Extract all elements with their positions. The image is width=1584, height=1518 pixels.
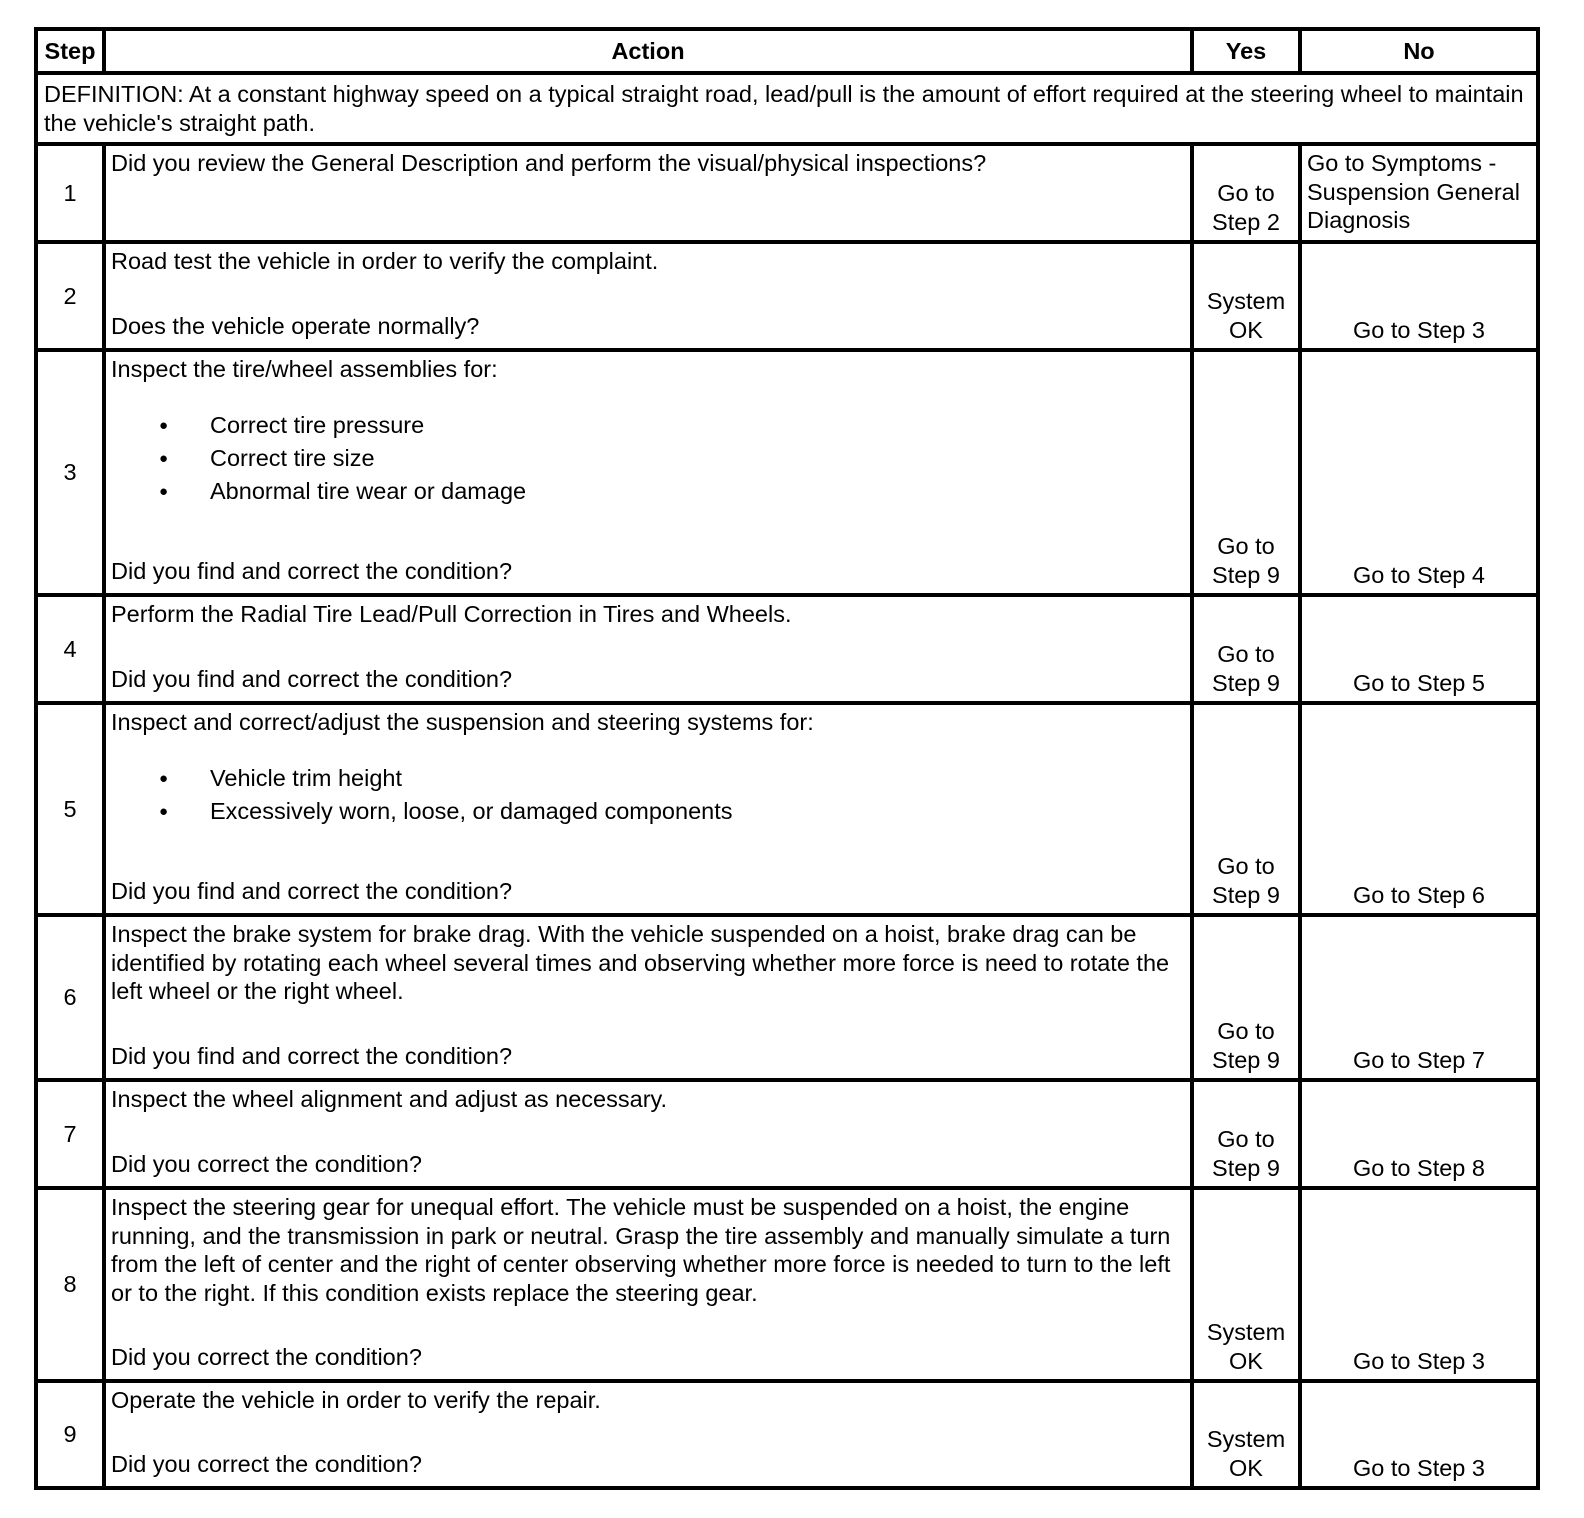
yes-outcome-text: System [1206, 1319, 1286, 1345]
yes-cell [1192, 144, 1300, 242]
check-list-item: ● Correct tire pressure [159, 409, 1184, 442]
no-outcome-text: Go to Step 6 [1300, 703, 1538, 915]
header-step: Step [36, 29, 104, 73]
yes-outcome-text: Step 9 [1212, 1046, 1280, 1073]
definition-row [36, 73, 1538, 144]
diagnostic-table [34, 27, 1540, 1490]
action-cell [104, 350, 1192, 595]
step-number: 1 [36, 144, 104, 242]
table-row [36, 595, 1538, 703]
table-row [36, 144, 1538, 242]
no-outcome-text: Go to Step 5 [1300, 595, 1538, 703]
check-list [111, 409, 1184, 508]
no-outcome-text: Go to Step 7 [1300, 915, 1538, 1080]
no-outcome-text: Go to Step 3 [1300, 1188, 1538, 1381]
yes-outcome-text: Step 9 [1212, 881, 1280, 908]
table-row [36, 915, 1538, 1080]
yes-cell [1192, 242, 1300, 350]
action-text: Inspect the steering gear for unequal effort. The vehicle must be suspended on a hoist, the engine running, and the transmission in park or neutral. Grasp the tire assembly and manually simulate a turn from the left of center and the right of center observing whether more force is needed to turn to the left or to the right. If this condition exists replace the steering gear. [111, 1194, 1171, 1306]
table-row [36, 1080, 1538, 1188]
yes-cell [1192, 1080, 1300, 1188]
yes-outcome-text: Go to [1217, 853, 1275, 879]
action-text: Road test the vehicle in order to verify the complaint. [111, 248, 659, 275]
yes-outcome-text: Step 9 [1212, 561, 1280, 588]
yes-outcome-text: Step 2 [1212, 208, 1280, 235]
yes-outcome-text: System [1206, 288, 1286, 314]
check-list-item: ● Excessively worn, loose, or damaged components [159, 795, 1184, 828]
table-row [36, 242, 1538, 350]
yes-outcome-text: OK [1229, 316, 1263, 343]
no-outcome-text: Go to Step 3 [1300, 242, 1538, 350]
action-cell [104, 595, 1192, 703]
yes-outcome-text: Step 9 [1212, 669, 1280, 696]
step-number: 9 [36, 1381, 104, 1488]
question-text: Did you find and correct the condition? [111, 665, 513, 692]
table-row [36, 1381, 1538, 1488]
action-cell [104, 242, 1192, 350]
table-row [36, 703, 1538, 915]
question-text: Did you correct the condition? [111, 1450, 422, 1477]
yes-outcome-text: Go to [1217, 180, 1275, 206]
action-text: Inspect the brake system for brake drag. With the vehicle suspended on a hoist, brake drag can be identified by rotating each wheel several times and observing whether more force is need to rotate the left wheel or the right wheel. [111, 921, 1170, 1005]
question-text: Did you find and correct the condition? [111, 877, 513, 904]
step-number: 6 [36, 915, 104, 1080]
step-number: 2 [36, 242, 104, 350]
check-list-item: ● Vehicle trim height [159, 762, 1184, 795]
question-text: Did you correct the condition? [111, 1150, 422, 1177]
action-text: Did you review the General Description and perform the visual/physical inspections? [111, 150, 987, 177]
question-text: Did you find and correct the condition? [111, 557, 513, 584]
action-text: Inspect the tire/wheel assemblies for: [111, 356, 498, 383]
yes-outcome-text: Go to [1217, 1018, 1275, 1044]
action-cell [104, 1381, 1192, 1488]
question-text: Did you correct the condition? [111, 1343, 422, 1370]
no-outcome-text: Go to Step 4 [1300, 350, 1538, 595]
table-row [36, 350, 1538, 595]
action-cell [104, 915, 1192, 1080]
step-number: 8 [36, 1188, 104, 1381]
action-text: Inspect and correct/adjust the suspension and steering systems for: [111, 709, 814, 736]
yes-outcome-text: OK [1229, 1454, 1263, 1481]
yes-cell [1192, 1381, 1300, 1488]
question-text: Did you find and correct the condition? [111, 1042, 513, 1069]
no-outcome-text: Go to Step 3 [1300, 1381, 1538, 1488]
action-cell [104, 1080, 1192, 1188]
step-number: 5 [36, 703, 104, 915]
yes-outcome-text: Go to [1217, 641, 1275, 667]
yes-outcome-text: Step 9 [1212, 1154, 1280, 1181]
yes-outcome-text: System [1206, 1426, 1286, 1452]
action-text: Perform the Radial Tire Lead/Pull Correction in Tires and Wheels. [111, 601, 792, 628]
action-cell [104, 1188, 1192, 1381]
yes-cell [1192, 703, 1300, 915]
header-no: No [1300, 29, 1538, 73]
yes-cell [1192, 350, 1300, 595]
definition-text: DEFINITION: At a constant highway speed on a typical straight road, lead/pull is the amount of effort required at the steering wheel to maintain the vehicle's straight path. [36, 73, 1538, 144]
check-list-item: ● Abnormal tire wear or damage [159, 475, 1184, 508]
yes-outcome-text: Go to [1217, 533, 1275, 559]
no-outcome-text: Go to Symptoms - Suspension General Diagnosis [1300, 144, 1538, 242]
header-yes: Yes [1192, 29, 1300, 73]
yes-outcome-text: Go to [1217, 1126, 1275, 1152]
header-row [36, 29, 1538, 73]
action-cell [104, 703, 1192, 915]
action-text: Operate the vehicle in order to verify the repair. [111, 1387, 601, 1414]
step-number: 3 [36, 350, 104, 595]
yes-cell [1192, 915, 1300, 1080]
action-cell [104, 144, 1192, 242]
action-text: Inspect the wheel alignment and adjust as necessary. [111, 1086, 668, 1113]
header-action: Action [104, 29, 1192, 73]
yes-cell [1192, 595, 1300, 703]
check-list [111, 762, 1184, 828]
yes-cell [1192, 1188, 1300, 1381]
check-list-item: ● Correct tire size [159, 442, 1184, 475]
table-row [36, 1188, 1538, 1381]
question-text: Does the vehicle operate normally? [111, 312, 480, 339]
step-number: 7 [36, 1080, 104, 1188]
no-outcome-text: Go to Step 8 [1300, 1080, 1538, 1188]
step-number: 4 [36, 595, 104, 703]
yes-outcome-text: OK [1229, 1347, 1263, 1374]
